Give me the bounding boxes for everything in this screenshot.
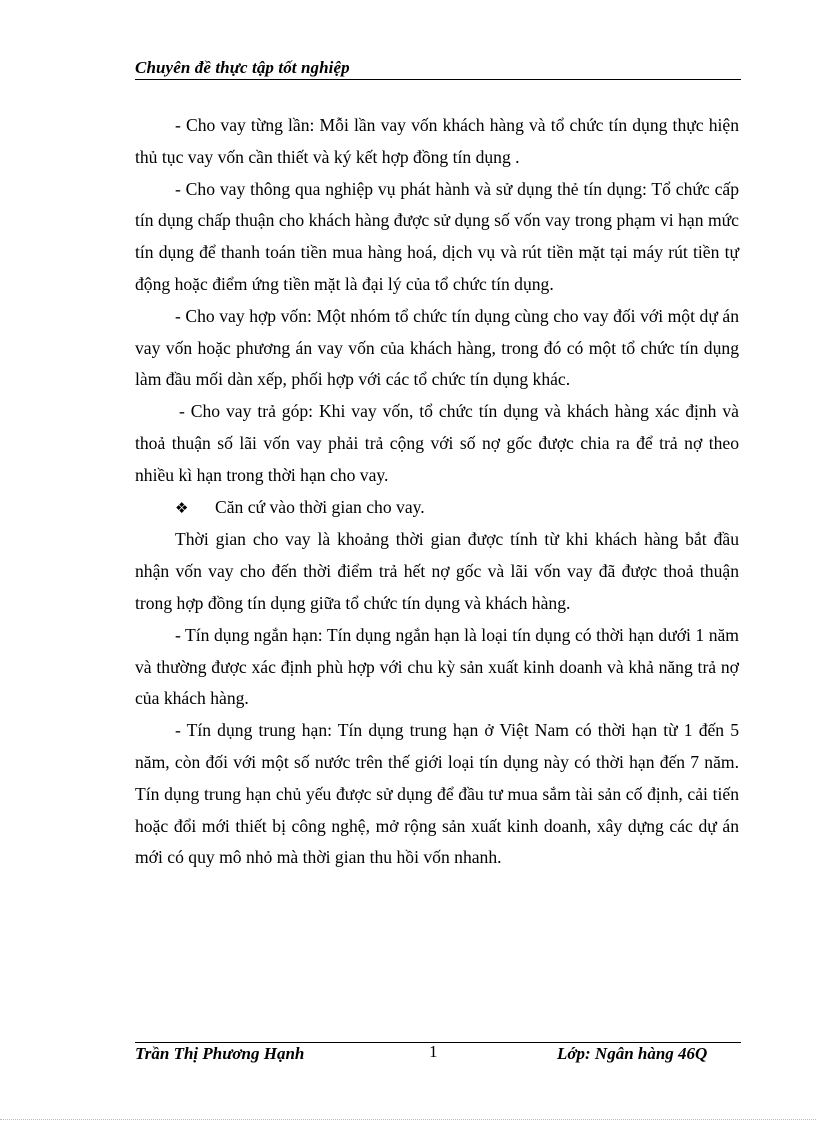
paragraph-tin-dung-trung-han: - Tín dụng trung hạn: Tín dụng trung hạn ở Việt Nam có thời hạn từ 1 đến 5 năm, còn đối với một số nước trên thế giới loại tín dụng này có thời hạn đến 7 năm. Tín dụng trung hạn chủ yếu được sử dụng để đầu tư mua sắm tài sản cố định, cải tiến hoặc đổi mới thiết bị công nghệ, mở rộng sản xuất kinh doanh, xây dựng các dự án mới có quy mô nhỏ mà thời gian thu hồi vốn nhanh. <box>135 720 739 868</box>
document-body <box>135 110 739 874</box>
section-heading: Căn cứ vào thời gian cho vay. <box>215 496 425 517</box>
paragraph-cho-vay-hop-von: - Cho vay hợp vốn: Một nhóm tổ chức tín dụng cùng cho vay đối với một dự án vay vốn hoặc phương án vay vốn của khách hàng, trong đó có một tổ chức tín dụng làm đầu mối dàn xếp, phối hợp với các tổ chức tín dụng khác. <box>135 305 739 390</box>
paragraph-tin-dung-ngan-han: - Tín dụng ngắn hạn: Tín dụng ngắn hạn là loại tín dụng có thời hạn dưới 1 năm và thường được xác định phù hợp với chu kỳ sản xuất kinh doanh và khả năng trả nợ của khách hàng. <box>135 624 739 709</box>
page-number: 1 <box>429 1042 438 1061</box>
section-bullet <box>135 492 739 525</box>
header-divider <box>135 79 741 80</box>
document-title: Chuyên đề thực tập tốt nghiệp <box>135 58 350 77</box>
diamond-bullet-icon: ❖ <box>175 498 189 517</box>
paragraph-cho-vay-tra-gop: - Cho vay trả góp: Khi vay vốn, tổ chức tín dụng và khách hàng xác định và thoả thuận số lãi vốn vay phải trả cộng với số nợ gốc được chia ra để trả nợ theo nhiều kì hạn trong thời hạn cho vay. <box>135 401 739 485</box>
footer-divider <box>135 1042 741 1043</box>
paragraph-cho-vay-tung-lan: - Cho vay từng lần: Mỗi lần vay vốn khách hàng và tổ chức tín dụng thực hiện thủ tục vay vốn cần thiết và ký kết hợp đồng tín dụng . <box>135 115 739 167</box>
paragraph-cho-vay-the-tin-dung: - Cho vay thông qua nghiệp vụ phát hành và sử dụng thẻ tín dụng: Tổ chức cấp tín dụng chấp thuận cho khách hàng được sử dụng số vốn vay trong phạm vi hạn mức tín dụng để thanh toán tiền mua hàng hoá, dịch vụ và rút tiền mặt tại máy rút tiền tự động hoặc điểm ứng tiền mặt là đại lý của tổ chức tín dụng. <box>135 178 739 294</box>
page-edge-divider <box>0 1119 816 1120</box>
footer-author: Trần Thị Phương Hạnh <box>135 1044 305 1063</box>
footer-class: Lớp: Ngân hàng 46Q <box>557 1044 708 1063</box>
paragraph-thoi-gian-cho-vay: Thời gian cho vay là khoảng thời gian được tính từ khi khách hàng bắt đầu nhận vốn vay cho đến thời điểm trả hết nợ gốc và lãi vốn vay đã được thoả thuận trong hợp đồng tín dụng giữa tổ chức tín dụng và khách hàng. <box>135 529 739 613</box>
